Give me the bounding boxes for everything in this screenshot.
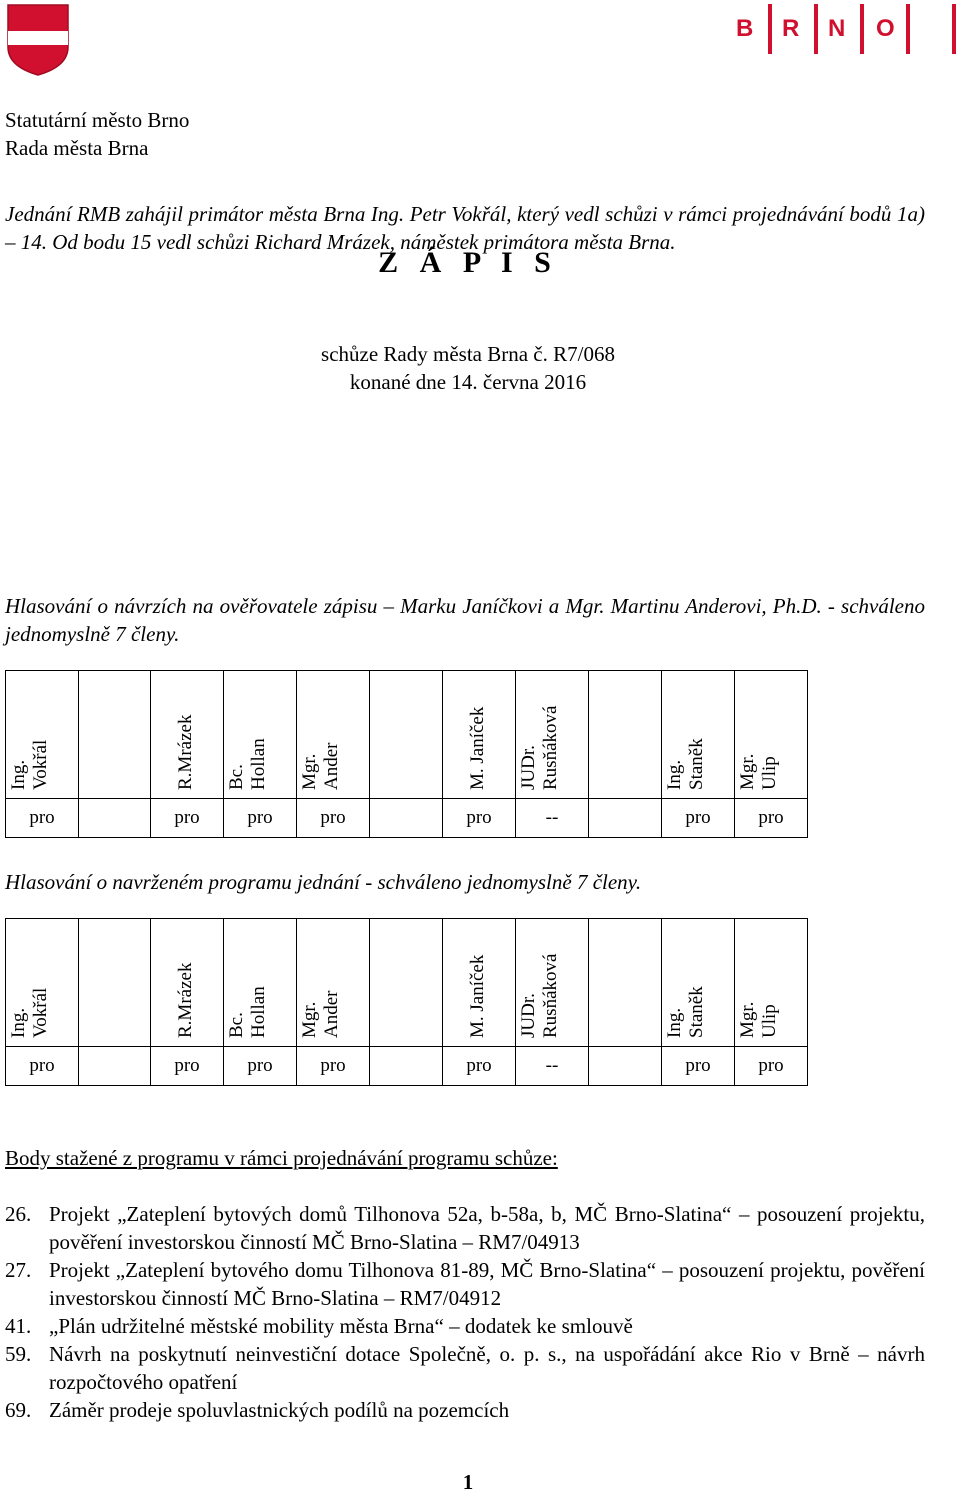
org-name: Statutární město Brno bbox=[5, 108, 190, 132]
brno-logo-letter-b: B bbox=[736, 15, 754, 42]
member-header: Bc. Hollan bbox=[224, 919, 297, 1047]
member-header: Mgr. Ulip bbox=[735, 919, 808, 1047]
member-header: Mgr. Ander bbox=[297, 671, 370, 799]
vote-cell: pro bbox=[735, 1047, 808, 1086]
brno-logo-letter-n: N bbox=[828, 15, 846, 42]
member-header: Bc. Hollan bbox=[224, 671, 297, 799]
vote-cell: pro bbox=[297, 1047, 370, 1086]
vote-cell: pro bbox=[151, 799, 224, 838]
brno-logo bbox=[730, 0, 960, 60]
member-header: Ing. Staněk bbox=[662, 919, 735, 1047]
intro-paragraph: Jednání RMB zahájil primátor města Brna Ing. Petr Vokřál, který vedl schůzi v rámci projednávání bodů 1a) – 14. Od bodu 15 vedl schůzi Richard Mrázek, náměstek primátora města Brna. bbox=[5, 202, 925, 254]
city-crest-logo bbox=[6, 3, 70, 77]
member-header: Ing. Vokřál bbox=[6, 919, 79, 1047]
member-header: M. Janíček bbox=[443, 671, 516, 799]
vote-table-1 bbox=[5, 670, 808, 838]
vote-cell: -- bbox=[516, 1047, 589, 1086]
vote-cell: pro bbox=[224, 1047, 297, 1086]
vote-cell: pro bbox=[297, 799, 370, 838]
withdrawn-item: 59. Návrh na poskytnutí neinvestiční dotace Společně, o. p. s., na uspořádání akce Rio v Brně – návrh rozpočtového opatření bbox=[5, 1342, 925, 1394]
vote-cell: pro bbox=[224, 799, 297, 838]
vote-cell: pro bbox=[151, 1047, 224, 1086]
vote-table-2 bbox=[5, 918, 808, 1086]
withdrawn-item: 26. Projekt „Zateplení bytových domů Tilhonova 52a, b-58a, b, MČ Brno-Slatina“ – posouzení projektu, pověření investorskou činností MČ Brno-Slatina – RM7/04913 bbox=[5, 1202, 925, 1254]
vote-cell: pro bbox=[443, 799, 516, 838]
vote-cell: -- bbox=[516, 799, 589, 838]
member-header: Ing. Vokřál bbox=[6, 671, 79, 799]
meeting-number: schůze Rady města Brna č. R7/068 bbox=[321, 342, 615, 366]
vote-cell: pro bbox=[662, 799, 735, 838]
brno-logo-letter-o: O bbox=[876, 15, 895, 42]
member-header: M. Janíček bbox=[443, 919, 516, 1047]
member-header: Ing. Staněk bbox=[662, 671, 735, 799]
brno-logo-letter-r: R bbox=[782, 15, 800, 42]
withdrawn-item: 27. Projekt „Zateplení bytového domu Tilhonova 81-89, MČ Brno-Slatina“ – posouzení projektu, pověření investorskou činností MČ Brno-Slatina – RM7/04912 bbox=[5, 1258, 925, 1310]
member-header: Mgr. Ulip bbox=[735, 671, 808, 799]
vote-cell: pro bbox=[443, 1047, 516, 1086]
withdrawn-heading: Body stažené z programu v rámci projednávání programu schůze: bbox=[5, 1146, 558, 1170]
member-header: JUDr. Rusňáková bbox=[516, 919, 589, 1047]
page-number: 1 bbox=[462, 1470, 474, 1494]
vote-cell: pro bbox=[6, 1047, 79, 1086]
vote-cell: pro bbox=[6, 799, 79, 838]
document-title: Z Á P I S bbox=[378, 246, 558, 279]
vote1-description: Hlasování o návrzích na ověřovatele zápisu – Marku Janíčkovi a Mgr. Martinu Anderovi, Ph.D. - schváleno jednomyslně 7 členy. bbox=[5, 594, 925, 646]
withdrawn-item: 41. „Plán udržitelné městské mobility města Brna“ – dodatek ke smlouvě bbox=[5, 1314, 633, 1338]
vote2-description: Hlasování o navrženém programu jednání - schváleno jednomyslně 7 členy. bbox=[5, 870, 642, 894]
org-council: Rada města Brna bbox=[5, 136, 149, 160]
vote-cell: pro bbox=[735, 799, 808, 838]
meeting-date: konané dne 14. června 2016 bbox=[349, 370, 587, 394]
vote-cell: pro bbox=[662, 1047, 735, 1086]
member-header: R.Mrázek bbox=[151, 919, 224, 1047]
member-header: Mgr. Ander bbox=[297, 919, 370, 1047]
member-header: JUDr. Rusňáková bbox=[516, 671, 589, 799]
member-header: R.Mrázek bbox=[151, 671, 224, 799]
withdrawn-item: 69. Záměr prodeje spoluvlastnických podílů na pozemcích bbox=[5, 1398, 510, 1422]
